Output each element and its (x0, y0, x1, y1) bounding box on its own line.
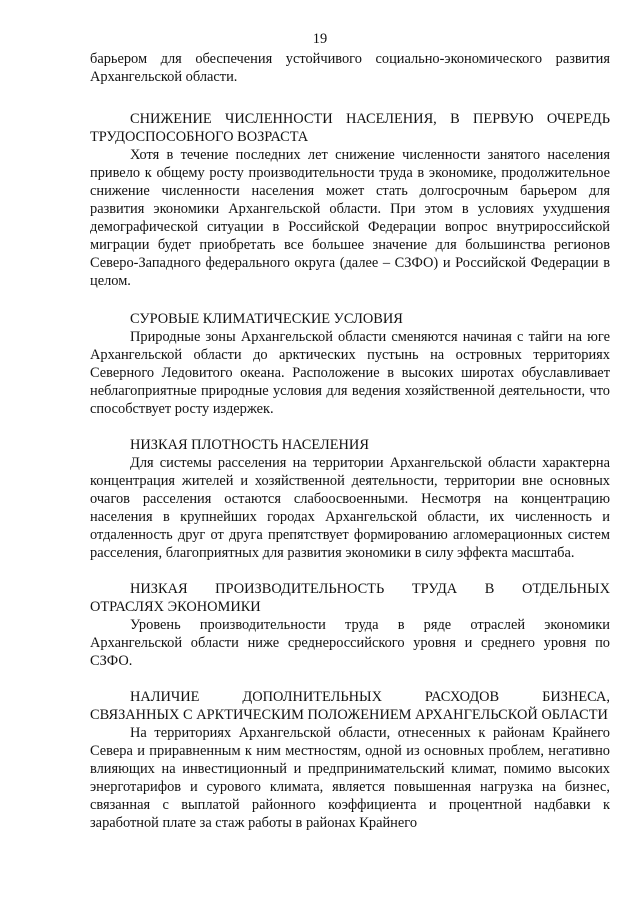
section-paragraph: Для системы расселения на территории Архангельской области характерна концентрация жителей и хозяйственной деятельности, территории вне основных очагов расселения остаются слабоосвоенными. Несмотря на концентрацию населения в крупнейших городах Архангельской области, их численность и отдаленность друг от друга препятствует формированию агломерационных систем расселения, благоприятных для развития экономики в силу эффекта масштаба. (90, 455, 610, 561)
page-number: 19 (312, 31, 328, 47)
section-low-productivity (90, 580, 610, 670)
section-heading: СУРОВЫЕ КЛИМАТИЧЕСКИЕ УСЛОВИЯ (130, 311, 403, 327)
section-heading: НИЗКАЯ ПЛОТНОСТЬ НАСЕЛЕНИЯ (130, 437, 369, 453)
section-population-decline (90, 110, 610, 290)
section-paragraph: Хотя в течение последних лет снижение численности занятого населения привело к общему росту производительности труда в экономике, продолжительное снижение численности населения может стать долгосрочным барьером для развития экономики Архангельской области. При этом в условиях ухудшения демографической ситуации в Российской Федерации вопрос внутрироссийской миграции будет приобретать все большее значение для большинства регионов Северо-Западного федерального округа (далее – СЗФО) и Российской Федерации в целом. (90, 147, 610, 289)
section-paragraph: Уровень производительности труда в ряде отраслей экономики Архангельской области ниже среднероссийского уровня и среднего уровня по СЗФО. (90, 617, 610, 669)
section-heading-line2: ОТРАСЛЯХ ЭКОНОМИКИ (90, 599, 261, 615)
section-arctic-costs (90, 688, 610, 832)
section-climate (90, 310, 610, 418)
section-heading-line1: НИЗКАЯ ПРОИЗВОДИТЕЛЬНОСТЬ ТРУДА В ОТДЕЛЬНЫХ (130, 581, 610, 597)
intro-paragraph: барьером для обеспечения устойчивого социально-экономического развития Архангельской области. (90, 51, 610, 85)
section-heading: СНИЖЕНИЕ ЧИСЛЕННОСТИ НАСЕЛЕНИЯ, В ПЕРВУЮ ОЧЕРЕДЬ ТРУДОСПОСОБНОГО ВОЗРАСТА (90, 111, 610, 145)
section-paragraph: На территориях Архангельской области, отнесенных к районам Крайнего Севера и приравненным к ним местностям, одной из основных проблем, негативно влияющих на инвестиционный и предпринимательский климат, помимо высоких энерготарифов и сурового климата, является повышенная нагрузка на бизнес, связанная с выплатой районного коэффициента и процентной надбавки к заработной плате за стаж работы в районах Крайнего (90, 725, 610, 831)
section-heading-line1: НАЛИЧИЕ ДОПОЛНИТЕЛЬНЫХ РАСХОДОВ БИЗНЕСА, (130, 689, 610, 705)
section-paragraph: Природные зоны Архангельской области сменяются начиная с тайги на юге Архангельской области до арктических пустынь на островных территориях Северного Ледовитого океана. Расположение в высоких широтах обуславливает неблагоприятные природные условия для ведения хозяйственной деятельности, что способствует росту издержек. (90, 329, 610, 417)
section-heading-line2: СВЯЗАННЫХ С АРКТИЧЕСКИМ ПОЛОЖЕНИЕМ АРХАНГЕЛЬСКОЙ ОБЛАСТИ (90, 707, 608, 723)
section-low-density (90, 436, 610, 562)
page-content (90, 50, 610, 832)
